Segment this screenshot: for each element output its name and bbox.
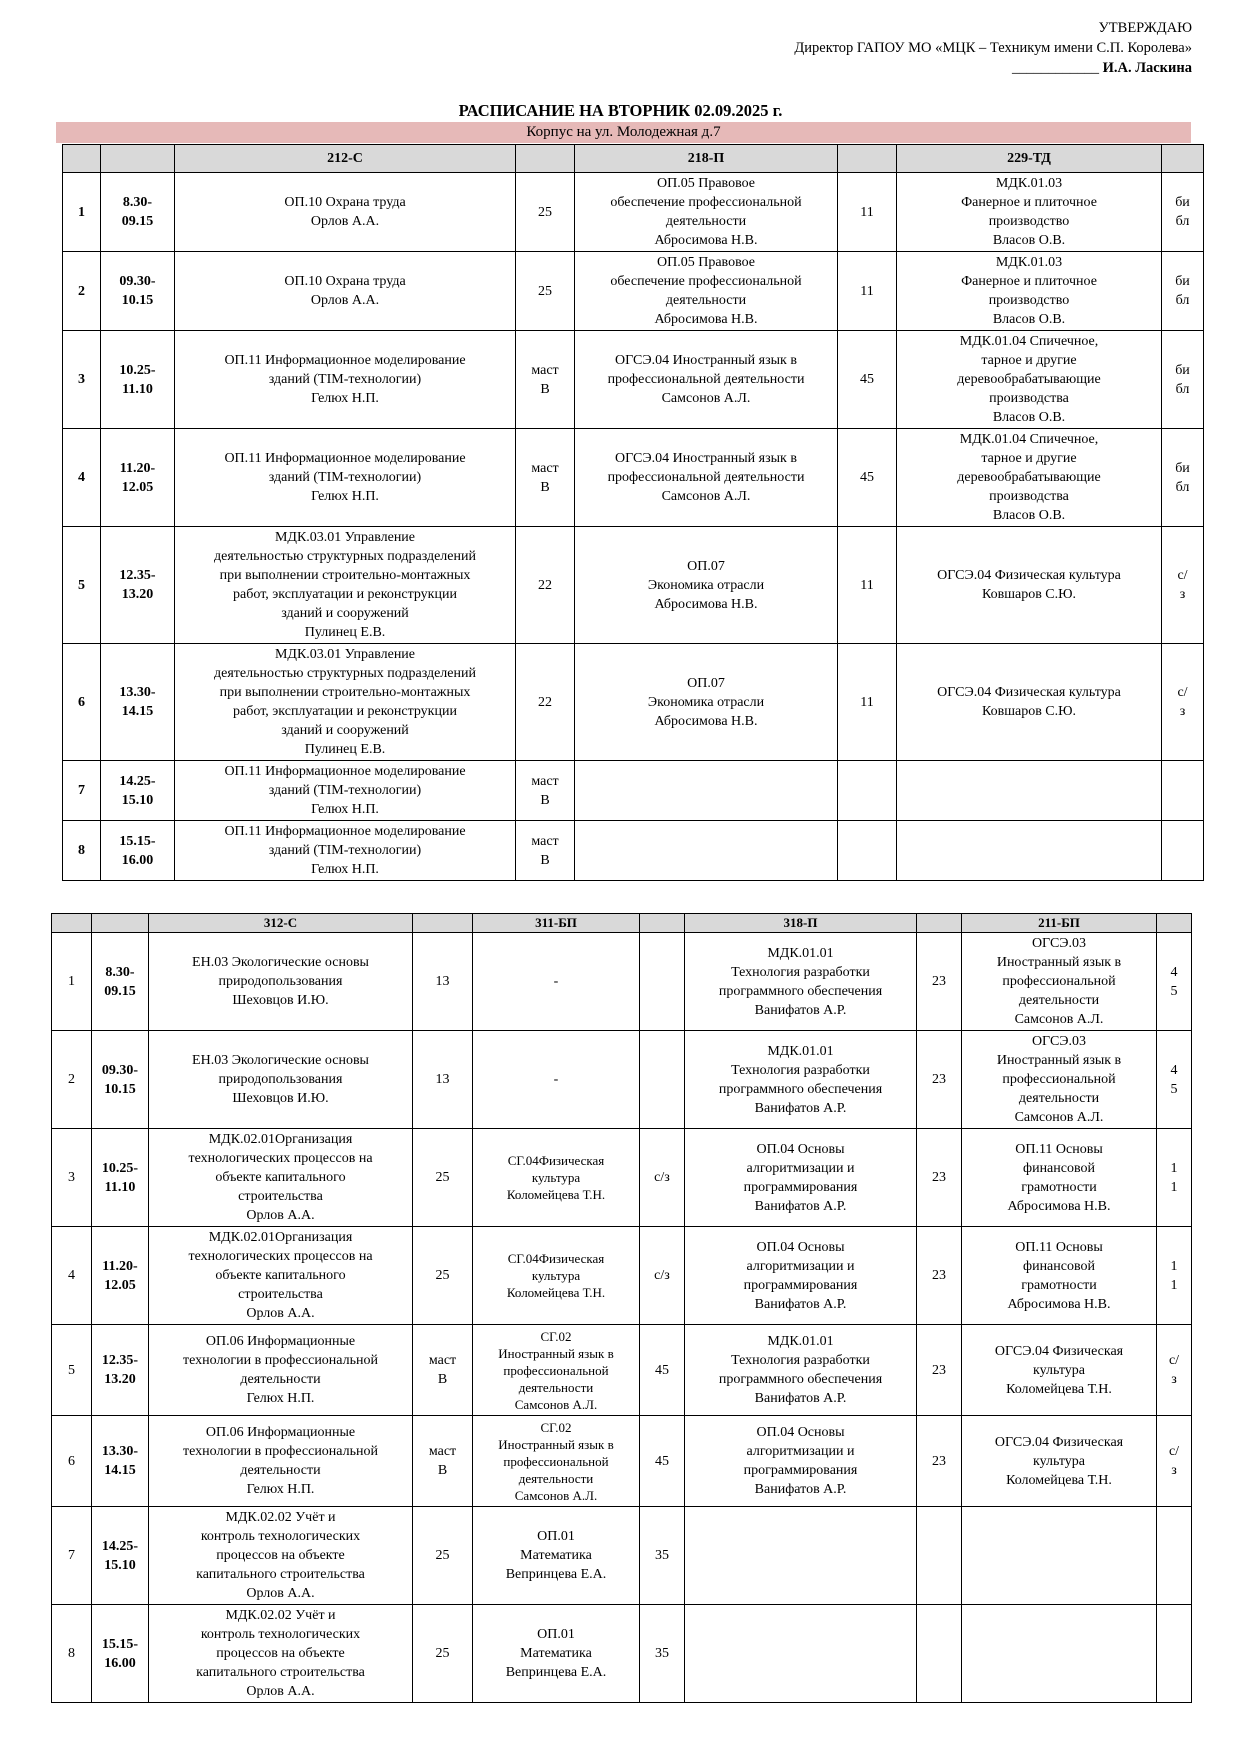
schedule-row	[52, 1031, 1192, 1129]
room-cell: 11	[838, 527, 897, 644]
subject-cell: МДК.01.03 Фанерное и плиточное производство Власов О.В.	[897, 173, 1162, 252]
subject-cell	[575, 761, 838, 821]
room-cell: 23	[917, 933, 962, 1031]
schedule-row	[52, 1507, 1192, 1605]
header-blank-num	[52, 914, 92, 933]
group-header: 212-С	[175, 145, 516, 173]
lesson-number: 8	[52, 1605, 92, 1703]
room-cell: с/ з	[1162, 644, 1204, 761]
subject-cell: ОП.05 Правовое обеспечение профессиональной деятельности Абросимова Н.В.	[575, 173, 838, 252]
subject-cell: ОП.05 Правовое обеспечение профессиональной деятельности Абросимова Н.В.	[575, 252, 838, 331]
room-cell	[917, 1605, 962, 1703]
header-blank-room	[838, 145, 897, 173]
room-cell: 45	[640, 1325, 685, 1416]
subject-cell: ЕН.03 Экологические основы природопользования Шеховцов И.Ю.	[149, 933, 413, 1031]
header-blank-time	[101, 145, 175, 173]
room-cell: с/з	[640, 1129, 685, 1227]
subject-cell: МДК.01.01 Технология разработки программного обеспечения Ванифатов А.Р.	[685, 933, 917, 1031]
room-cell: с/ з	[1157, 1416, 1192, 1507]
schedule-row	[63, 761, 1204, 821]
room-cell: 13	[413, 1031, 473, 1129]
schedule-row	[52, 933, 1192, 1031]
group-header: 311-БП	[473, 914, 640, 933]
subject-cell: МДК.01.01 Технология разработки программного обеспечения Ванифатов А.Р.	[685, 1325, 917, 1416]
group-header: 211-БП	[962, 914, 1157, 933]
group-header: 218-П	[575, 145, 838, 173]
subject-cell: ОП.11 Основы финансовой грамотности Абросимова Н.В.	[962, 1227, 1157, 1325]
room-cell: 4 5	[1157, 933, 1192, 1031]
schedule-row	[52, 1129, 1192, 1227]
lesson-number: 7	[63, 761, 101, 821]
lesson-number: 4	[52, 1227, 92, 1325]
approval-block	[794, 18, 1192, 78]
room-cell	[1157, 1605, 1192, 1703]
room-cell: 23	[917, 1227, 962, 1325]
room-cell: 25	[413, 1507, 473, 1605]
subject-cell: -	[473, 1031, 640, 1129]
subject-cell: МДК.03.01 Управление деятельностью структурных подразделений при выполнении строительно-монтажных работ, эксплуатации и реконструкции зданий и сооружений Пулинец Е.В.	[175, 527, 516, 644]
subject-cell: ОП.07 Экономика отрасли Абросимова Н.В.	[575, 644, 838, 761]
subject-cell: ОГСЭ.03 Иностранный язык в профессиональной деятельности Самсонов А.Л.	[962, 1031, 1157, 1129]
room-cell: 22	[516, 644, 575, 761]
subject-cell: ОП.06 Информационные технологии в профессиональной деятельности Гелюх Н.П.	[149, 1416, 413, 1507]
lesson-time: 13.30- 14.15	[101, 644, 175, 761]
subject-cell: ОГСЭ.04 Иностранный язык в профессиональной деятельности Самсонов А.Л.	[575, 331, 838, 429]
building-banner: Корпус на ул. Молодежная д.7	[56, 122, 1191, 143]
schedule-table-2	[51, 913, 1192, 1703]
header-blank-room	[640, 914, 685, 933]
lesson-time: 15.15- 16.00	[101, 821, 175, 881]
room-cell: 11	[838, 252, 897, 331]
lesson-time: 15.15- 16.00	[92, 1605, 149, 1703]
subject-cell: ОП.04 Основы алгоритмизации и программирования Ванифатов А.Р.	[685, 1129, 917, 1227]
subject-cell: ОГСЭ.04 Физическая культура Коломейцева Т.Н.	[962, 1416, 1157, 1507]
subject-cell: МДК.01.03 Фанерное и плиточное производство Власов О.В.	[897, 252, 1162, 331]
approval-heading: УТВЕРЖДАЮ	[1098, 20, 1192, 36]
subject-cell: МДК.02.01Организация технологических процессов на объекте капитального строительства Орлов А.А.	[149, 1129, 413, 1227]
room-cell	[640, 933, 685, 1031]
subject-cell: ОП.10 Охрана труда Орлов А.А.	[175, 252, 516, 331]
signature-line: ____________	[1011, 60, 1099, 76]
subject-cell: ОП.04 Основы алгоритмизации и программирования Ванифатов А.Р.	[685, 1416, 917, 1507]
room-cell: би бл	[1162, 331, 1204, 429]
subject-cell: ОП.11 Информационное моделирование зданий (ТІМ-технологии) Гелюх Н.П.	[175, 821, 516, 881]
subject-cell	[962, 1605, 1157, 1703]
room-cell: 25	[413, 1227, 473, 1325]
subject-cell: ОП.01 Математика Вепринцева Е.А.	[473, 1507, 640, 1605]
subject-cell: МДК.01.04 Спичечное, тарное и другие деревообрабатывающие производства Власов О.В.	[897, 331, 1162, 429]
room-cell	[1162, 761, 1204, 821]
subject-cell: ОП.11 Информационное моделирование зданий (ТІМ-технологии) Гелюх Н.П.	[175, 761, 516, 821]
lesson-time: 09.30- 10.15	[92, 1031, 149, 1129]
room-cell: с/ з	[1157, 1325, 1192, 1416]
lesson-number: 7	[52, 1507, 92, 1605]
room-cell: 23	[917, 1129, 962, 1227]
subject-cell: -	[473, 933, 640, 1031]
subject-cell: ОП.01 Математика Вепринцева Е.А.	[473, 1605, 640, 1703]
header-blank-room	[917, 914, 962, 933]
signatory-name: И.А. Ласкина	[1098, 60, 1192, 76]
room-cell	[640, 1031, 685, 1129]
room-cell: би бл	[1162, 252, 1204, 331]
room-cell: 13	[413, 933, 473, 1031]
schedule-row	[52, 1325, 1192, 1416]
schedule-row	[52, 1227, 1192, 1325]
room-cell: 25	[413, 1605, 473, 1703]
room-cell: 23	[917, 1416, 962, 1507]
room-cell: 1 1	[1157, 1129, 1192, 1227]
lesson-number: 2	[63, 252, 101, 331]
lesson-number: 2	[52, 1031, 92, 1129]
group-header: 229-ТД	[897, 145, 1162, 173]
group-header: 318-П	[685, 914, 917, 933]
room-cell	[838, 821, 897, 881]
room-cell: 23	[917, 1325, 962, 1416]
schedule-row	[63, 173, 1204, 252]
schedule-table-1	[62, 144, 1204, 881]
lesson-time: 09.30- 10.15	[101, 252, 175, 331]
page-title: РАСПИСАНИЕ НА ВТОРНИК 02.09.2025 г.	[458, 101, 783, 120]
room-cell: маст В	[516, 331, 575, 429]
room-cell: с/з	[640, 1227, 685, 1325]
room-cell: би бл	[1162, 173, 1204, 252]
lesson-number: 3	[52, 1129, 92, 1227]
schedule-row	[63, 331, 1204, 429]
subject-cell	[897, 761, 1162, 821]
subject-cell: ОГСЭ.04 Физическая культура Ковшаров С.Ю.	[897, 527, 1162, 644]
schedule-row	[63, 527, 1204, 644]
header-blank-room	[1157, 914, 1192, 933]
room-cell: с/ з	[1162, 527, 1204, 644]
lesson-number: 6	[52, 1416, 92, 1507]
schedule-row	[52, 1605, 1192, 1703]
lesson-time: 14.25- 15.10	[92, 1507, 149, 1605]
subject-cell	[575, 821, 838, 881]
room-cell: маст В	[413, 1416, 473, 1507]
room-cell	[1157, 1507, 1192, 1605]
lesson-time: 8.30- 09.15	[92, 933, 149, 1031]
lesson-number: 8	[63, 821, 101, 881]
room-cell: 25	[516, 173, 575, 252]
lesson-time: 10.25- 11.10	[92, 1129, 149, 1227]
group-header: 312-С	[149, 914, 413, 933]
header-blank-room	[413, 914, 473, 933]
subject-cell: СГ.04Физическая культура Коломейцева Т.Н.	[473, 1227, 640, 1325]
room-cell: 35	[640, 1507, 685, 1605]
header-blank-time	[92, 914, 149, 933]
room-cell: 22	[516, 527, 575, 644]
lesson-number: 4	[63, 429, 101, 527]
lesson-number: 6	[63, 644, 101, 761]
subject-cell: МДК.03.01 Управление деятельностью структурных подразделений при выполнении строительно-монтажных работ, эксплуатации и реконструкции зданий и сооружений Пулинец Е.В.	[175, 644, 516, 761]
subject-cell	[685, 1605, 917, 1703]
schedule-row	[63, 429, 1204, 527]
schedule-row	[63, 644, 1204, 761]
room-cell: маст В	[516, 821, 575, 881]
subject-cell	[685, 1507, 917, 1605]
subject-cell: ОП.10 Охрана труда Орлов А.А.	[175, 173, 516, 252]
room-cell: 25	[516, 252, 575, 331]
header-row	[63, 145, 1204, 173]
header-row	[52, 914, 1192, 933]
lesson-time: 14.25- 15.10	[101, 761, 175, 821]
header-blank-num	[63, 145, 101, 173]
lesson-time: 11.20- 12.05	[101, 429, 175, 527]
subject-cell: ЕН.03 Экологические основы природопользования Шеховцов И.Ю.	[149, 1031, 413, 1129]
schedule-row	[63, 821, 1204, 881]
subject-cell: СГ.02 Иностранный язык в профессиональной деятельности Самсонов А.Л.	[473, 1325, 640, 1416]
subject-cell: СГ.04Физическая культура Коломейцева Т.Н.	[473, 1129, 640, 1227]
header-blank-room	[1162, 145, 1204, 173]
lesson-number: 5	[63, 527, 101, 644]
subject-cell: ОГСЭ.04 Иностранный язык в профессиональной деятельности Самсонов А.Л.	[575, 429, 838, 527]
approval-director: Директор ГАПОУ МО «МЦК – Техникум имени С.П. Королева»	[794, 40, 1192, 56]
room-cell: маст В	[413, 1325, 473, 1416]
subject-cell: МДК.02.02 Учёт и контроль технологических процессов на объекте капитального строительства Орлов А.А.	[149, 1507, 413, 1605]
lesson-time: 11.20- 12.05	[92, 1227, 149, 1325]
header-blank-room	[516, 145, 575, 173]
subject-cell: ОП.11 Основы финансовой грамотности Абросимова Н.В.	[962, 1129, 1157, 1227]
subject-cell: ОП.11 Информационное моделирование зданий (ТІМ-технологии) Гелюх Н.П.	[175, 429, 516, 527]
lesson-time: 12.35- 13.20	[101, 527, 175, 644]
lesson-time: 8.30- 09.15	[101, 173, 175, 252]
room-cell: 45	[640, 1416, 685, 1507]
lesson-time: 12.35- 13.20	[92, 1325, 149, 1416]
room-cell: 23	[917, 1031, 962, 1129]
lesson-number: 3	[63, 331, 101, 429]
room-cell	[838, 761, 897, 821]
room-cell: маст В	[516, 429, 575, 527]
subject-cell: ОГСЭ.04 Физическая культура Ковшаров С.Ю.	[897, 644, 1162, 761]
approval-signature	[794, 58, 1192, 78]
room-cell: 45	[838, 331, 897, 429]
lesson-number: 1	[63, 173, 101, 252]
subject-cell: ОГСЭ.04 Физическая культура Коломейцева Т.Н.	[962, 1325, 1157, 1416]
room-cell: 11	[838, 644, 897, 761]
subject-cell: ОП.06 Информационные технологии в профессиональной деятельности Гелюх Н.П.	[149, 1325, 413, 1416]
room-cell: 45	[838, 429, 897, 527]
room-cell: 1 1	[1157, 1227, 1192, 1325]
subject-cell	[962, 1507, 1157, 1605]
room-cell: 11	[838, 173, 897, 252]
subject-cell: ОГСЭ.03 Иностранный язык в профессиональной деятельности Самсонов А.Л.	[962, 933, 1157, 1031]
room-cell	[917, 1507, 962, 1605]
subject-cell: МДК.01.04 Спичечное, тарное и другие деревообрабатывающие производства Власов О.В.	[897, 429, 1162, 527]
subject-cell: ОП.07 Экономика отрасли Абросимова Н.В.	[575, 527, 838, 644]
subject-cell	[897, 821, 1162, 881]
room-cell: 4 5	[1157, 1031, 1192, 1129]
subject-cell: ОП.04 Основы алгоритмизации и программирования Ванифатов А.Р.	[685, 1227, 917, 1325]
room-cell: би бл	[1162, 429, 1204, 527]
room-cell: маст В	[516, 761, 575, 821]
schedule-row	[63, 252, 1204, 331]
subject-cell: ОП.11 Информационное моделирование зданий (ТІМ-технологии) Гелюх Н.П.	[175, 331, 516, 429]
room-cell: 35	[640, 1605, 685, 1703]
room-cell	[1162, 821, 1204, 881]
lesson-time: 10.25- 11.10	[101, 331, 175, 429]
lesson-number: 1	[52, 933, 92, 1031]
subject-cell: СГ.02 Иностранный язык в профессиональной деятельности Самсонов А.Л.	[473, 1416, 640, 1507]
lesson-time: 13.30- 14.15	[92, 1416, 149, 1507]
subject-cell: МДК.02.01Организация технологических процессов на объекте капитального строительства Орлов А.А.	[149, 1227, 413, 1325]
subject-cell: МДК.02.02 Учёт и контроль технологических процессов на объекте капитального строительства Орлов А.А.	[149, 1605, 413, 1703]
schedule-row	[52, 1416, 1192, 1507]
lesson-number: 5	[52, 1325, 92, 1416]
room-cell: 25	[413, 1129, 473, 1227]
subject-cell: МДК.01.01 Технология разработки программного обеспечения Ванифатов А.Р.	[685, 1031, 917, 1129]
